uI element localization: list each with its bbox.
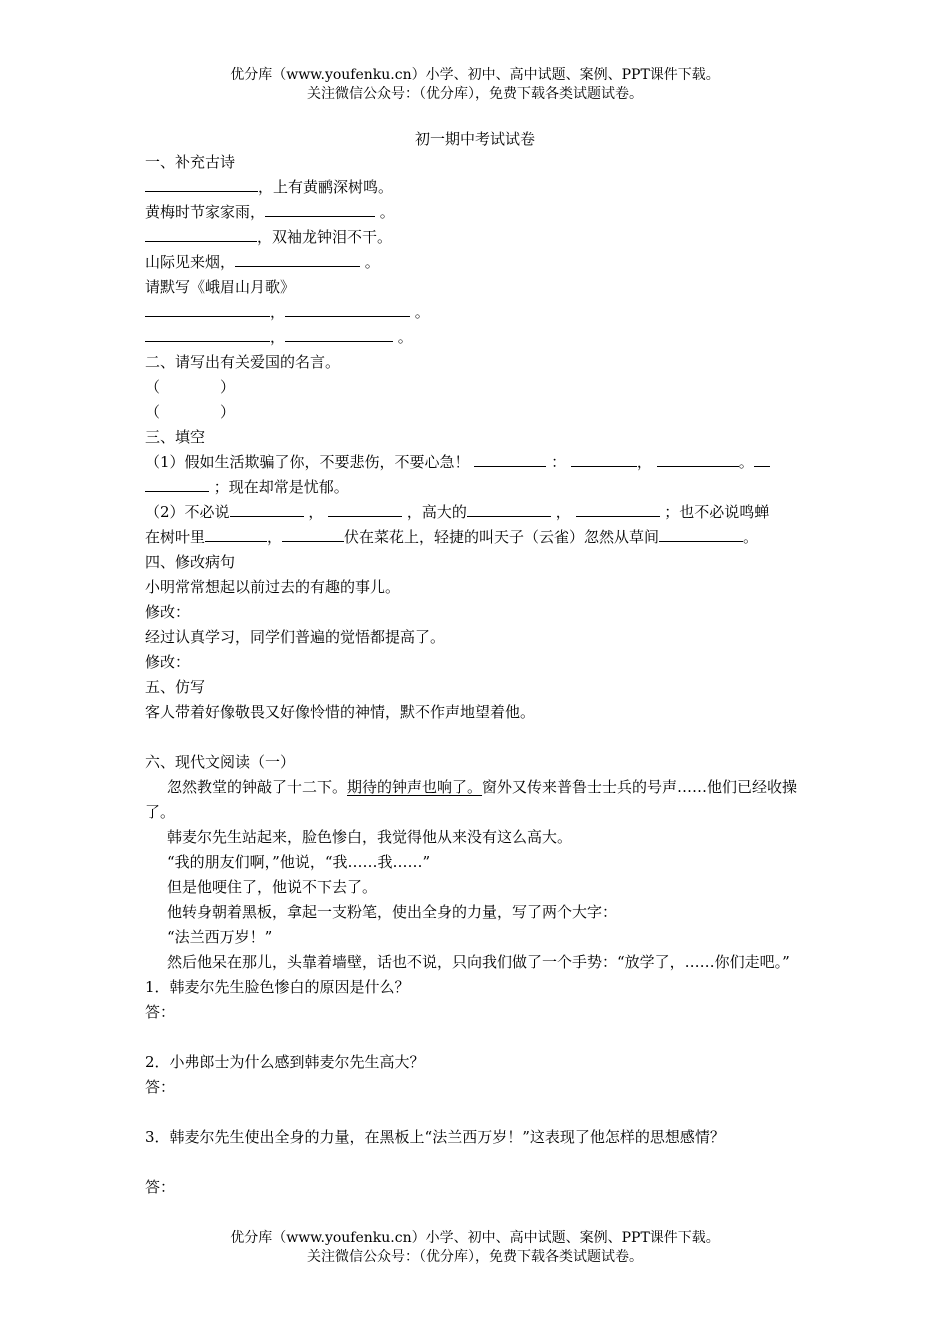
faulty-sentence-1: 小明常常想起以前过去的有趣的事儿。 xyxy=(145,578,401,596)
answer-blank[interactable] xyxy=(145,327,270,342)
answer-blank[interactable] xyxy=(657,452,739,467)
answer-blank[interactable] xyxy=(467,502,551,517)
section-6-heading: 六、现代文阅读（一） xyxy=(145,753,296,771)
answer-blank[interactable] xyxy=(571,452,637,467)
answer-blank[interactable] xyxy=(285,302,410,317)
answer-label-1[interactable]: 答： xyxy=(145,1003,176,1021)
quote-answer-1[interactable]: （ ） xyxy=(145,378,236,396)
quote-answer-2[interactable]: （ ） xyxy=(145,403,236,421)
section-4-heading: 四、修改病句 xyxy=(145,553,236,571)
underlined-sentence: 期待的钟声也响了。 xyxy=(347,778,483,796)
poem-line-1: ，上有黄鹂深树鸣。 xyxy=(145,175,807,200)
fill-q1-line-2: ；现在却常是忧郁。 xyxy=(145,475,807,500)
answer-blank[interactable] xyxy=(659,527,743,542)
poem-line-4: 山际见来烟， 。 xyxy=(145,253,380,271)
revision-label-2[interactable]: 修改： xyxy=(145,653,191,671)
section-3-heading: 三、填空 xyxy=(145,428,206,446)
answer-blank[interactable] xyxy=(285,327,393,342)
answer-blank[interactable] xyxy=(205,527,267,542)
page-footer xyxy=(0,1229,950,1267)
section-2-heading: 二、请写出有关爱国的名言。 xyxy=(145,353,341,371)
page-title: 初一期中考试试卷 xyxy=(414,130,535,148)
reading-paragraph-1: 忽然教堂的钟敲了十二下。期待的钟声也响了。窗外又传来普鲁士士兵的号声……他们已经收操了。 xyxy=(145,778,798,821)
poem-dictation-prompt: 请默写《峨眉山月歌》 xyxy=(145,278,296,296)
reading-question-1: 1．韩麦尔先生脸色惨白的原因是什么？ xyxy=(145,978,410,996)
poem-line-3: ，双袖龙钟泪不干。 xyxy=(145,225,807,250)
reading-paragraph-6: “法兰西万岁！” xyxy=(167,928,273,946)
page-header xyxy=(0,66,950,104)
answer-blank[interactable] xyxy=(145,227,257,242)
answer-blank[interactable] xyxy=(145,177,258,192)
answer-blank[interactable] xyxy=(328,502,402,517)
fill-q2-line-1: （2）不必说 ， ，高大的 ， ；也不必说鸣蝉 xyxy=(145,503,770,521)
reading-paragraph-3: “我的朋友们啊，”他说，“我……我……” xyxy=(167,853,431,871)
answer-label-3[interactable]: 答： xyxy=(145,1178,176,1196)
imitation-sentence: 客人带着好像敬畏又好像怜惜的神情，默不作声地望着他。 xyxy=(145,703,536,721)
header-line-2: 关注微信公众号：（优分库），免费下载各类试题试卷。 xyxy=(307,86,643,102)
reading-question-3: 3．韩麦尔先生使出全身的力量，在黑板上“法兰西万岁！”这表现了他怎样的思想感情？ xyxy=(145,1128,725,1146)
answer-label-2[interactable]: 答： xyxy=(145,1078,176,1096)
faulty-sentence-2: 经过认真学习，同学们普遍的觉悟都提高了。 xyxy=(145,628,446,646)
fill-q1-line-1: （1）假如生活欺骗了你，不要悲伤，不要心急！ ： ， 。 xyxy=(145,450,807,475)
answer-blank[interactable] xyxy=(282,527,344,542)
reading-paragraph-4: 但是他哽住了，他说不下去了。 xyxy=(167,878,378,896)
revision-label-1[interactable]: 修改： xyxy=(145,603,191,621)
poem-line-2: 黄梅时节家家雨， 。 xyxy=(145,203,395,221)
header-line-1: 优分库（www.youfenku.cn）小学、初中、高中试题、案例、PPT课件下载。 xyxy=(230,67,720,83)
section-5-heading: 五、仿写 xyxy=(145,678,206,696)
reading-paragraph-2: 韩麦尔先生站起来，脸色惨白，我觉得他从来没有这么高大。 xyxy=(167,828,573,846)
answer-blank[interactable] xyxy=(235,252,360,267)
poem-line-6: ， 。 xyxy=(145,300,807,325)
answer-blank[interactable] xyxy=(230,502,304,517)
answer-blank[interactable] xyxy=(145,302,270,317)
poem-line-7: ， 。 xyxy=(145,325,807,350)
reading-paragraph-5: 他转身朝着黑板，拿起一支粉笔，使出全身的力量，写了两个大字： xyxy=(167,903,618,921)
reading-paragraph-7: 然后他呆在那儿，头靠着墙壁，话也不说，只向我们做了一个手势：“放学了，……你们走吧。” xyxy=(167,953,790,971)
fill-q2-line-2: 在树叶里 ， 伏在菜花上，轻捷的叫天子（云雀）忽然从草间 。 xyxy=(145,528,759,546)
footer-line-2: 关注微信公众号：（优分库），免费下载各类试题试卷。 xyxy=(307,1249,643,1265)
footer-line-1: 优分库（www.youfenku.cn）小学、初中、高中试题、案例、PPT课件下载。 xyxy=(230,1230,720,1246)
answer-blank[interactable] xyxy=(576,502,660,517)
exam-content xyxy=(145,150,807,1200)
answer-blank[interactable] xyxy=(754,452,770,467)
answer-blank[interactable] xyxy=(145,477,209,492)
section-1-heading: 一、补充古诗 xyxy=(145,153,236,171)
reading-question-2: 2．小弗郎士为什么感到韩麦尔先生高大？ xyxy=(145,1053,425,1071)
answer-blank[interactable] xyxy=(265,202,375,217)
answer-blank[interactable] xyxy=(474,452,546,467)
